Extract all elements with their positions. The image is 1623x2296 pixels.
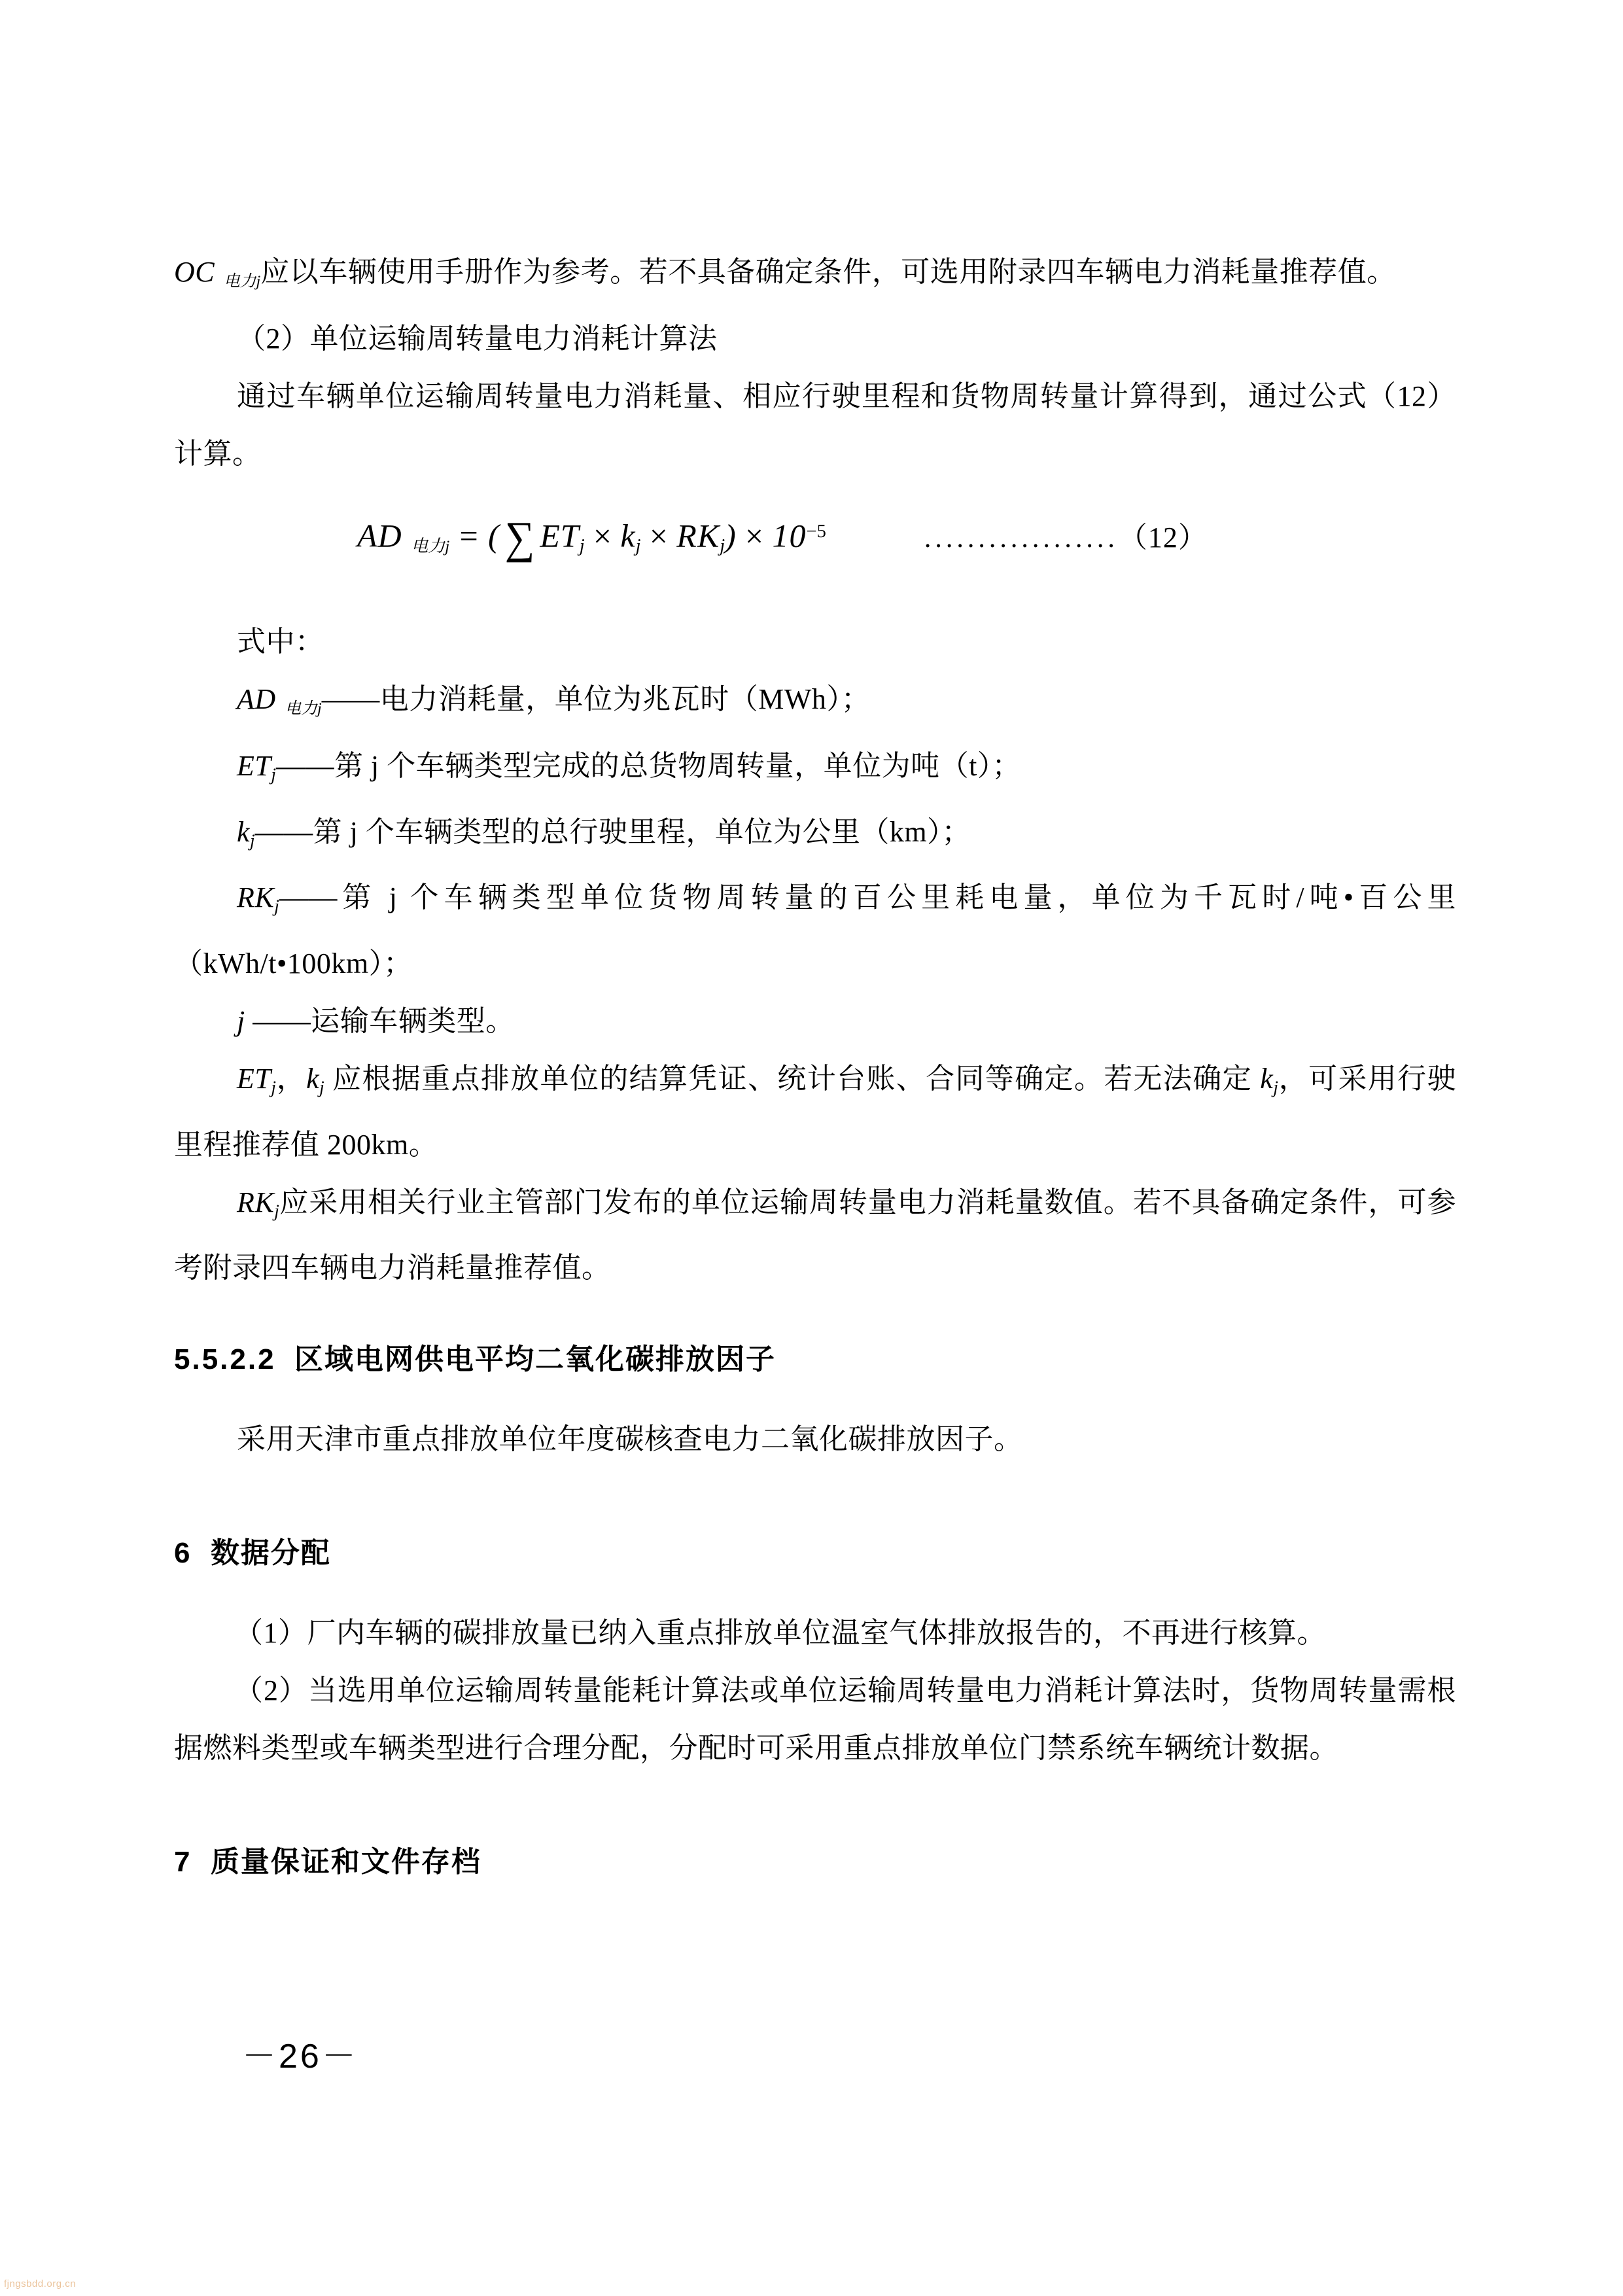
where-label: 式中：: [237, 625, 324, 658]
definition-symbol-k: k: [237, 815, 251, 848]
formula-open-paren: (: [488, 517, 500, 554]
note-rk: [174, 1174, 1456, 1298]
definition-et: [174, 737, 1456, 804]
paragraph-oc-note: [174, 243, 1456, 310]
paragraph-method2-title: （2）单位运输周转量电力消耗计算法: [237, 323, 718, 355]
section-5-5-2-2-body-1: 采用天津市重点排放单位年度碳核查电力二氧化碳排放因子。: [237, 1423, 1023, 1456]
definition-subscript-k: j: [250, 830, 255, 851]
definition-ad: [174, 671, 1456, 737]
note-et-k: [174, 1050, 1456, 1174]
formula-factor: 10: [772, 517, 807, 554]
section-6-body-1: （1）厂内车辆的碳排放量已纳入重点排放单位温室气体排放报告的，不再进行核算。: [234, 1617, 1326, 1650]
definition-text-rk: ——第 j 个车辆类型单位货物周转量的百公里耗电量，单位为千瓦时/吨•百公里（kWh/t•100km）；: [174, 881, 1456, 980]
note-symbol-k: k: [306, 1062, 320, 1095]
section-title-5-5-2-2: 区域电网供电平均二氧化碳排放因子: [294, 1343, 777, 1376]
section-number-6: 6: [174, 1537, 192, 1570]
formula-leader-dots: ..................: [924, 523, 1119, 554]
section-heading-7: [174, 1833, 1456, 1891]
section-heading-5-5-2-2: [174, 1331, 1456, 1388]
definition-text-j: ——运输车辆类型。: [245, 1004, 515, 1037]
section-title-6: 数据分配: [210, 1537, 331, 1570]
note-separator: ，: [275, 1062, 307, 1095]
definition-j: [174, 993, 1456, 1050]
section-number-5-5-2-2: 5.5.2.2: [174, 1343, 276, 1376]
paragraph-method2-text: 通过车辆单位运输周转量电力消耗量、相应行驶里程和货物周转量计算得到，通过公式（12）计算。: [174, 380, 1456, 470]
formula-12: [174, 483, 1456, 597]
formula-times-2: ×: [647, 517, 671, 554]
formula-number-group: [924, 511, 1208, 565]
note-text-rk: 应采用相关行业主管部门发布的单位运输周转量电力消耗量数值。若不具备确定条件，可参考附录四车辆电力消耗量推荐值。: [174, 1186, 1456, 1284]
note-subscript-rk: j: [274, 1201, 279, 1221]
section-title-7: 质量保证和文件存档: [210, 1846, 481, 1879]
formula-term2-subscript: j: [635, 536, 641, 557]
definition-subscript-ad: 电力j: [285, 699, 322, 718]
definition-symbol-ad: AD: [237, 682, 276, 715]
definition-subscript-et: j: [271, 764, 276, 785]
definition-symbol-et: ET: [237, 750, 271, 783]
definition-text-ad: ——电力消耗量，单位为兆瓦时（MWh）；: [321, 682, 871, 715]
note-symbol-k2: k: [1260, 1062, 1274, 1095]
formula-lhs: AD: [357, 517, 402, 554]
formula-times-3: ×: [742, 517, 766, 554]
formula-close-paren: ): [725, 517, 737, 554]
formula-sigma: ∑: [504, 512, 535, 563]
note-subscript-et: j: [271, 1077, 276, 1097]
section-heading-6: [174, 1525, 1456, 1582]
definition-text-k: ——第 j 个车辆类型的总行驶里程，单位为公里（km）；: [254, 815, 971, 848]
definition-rk: [174, 869, 1456, 993]
formula-term1-subscript: j: [579, 536, 585, 557]
definition-k: [174, 804, 1456, 870]
note-symbol-rk: RK: [237, 1186, 275, 1218]
watermark-text: fjngsbdd.org.cn: [4, 2278, 77, 2289]
variable-oc: OC: [174, 256, 215, 288]
paragraph-oc-note-text: 应以车辆使用手册作为参考。若不具备确定条件，可选用附录四车辆电力消耗量推荐值。: [260, 256, 1396, 288]
formula-number: （12）: [1118, 521, 1208, 554]
note-text-a: 应根据重点排放单位的结算凭证、统计台账、合同等确定。若无法确定: [324, 1062, 1261, 1095]
formula-term3-subscript: j: [720, 536, 725, 557]
formula-term1: ET: [540, 517, 580, 554]
note-subscript-k2: j: [1273, 1077, 1278, 1097]
formula-exponent: −5: [806, 521, 826, 542]
formula-times-1: ×: [591, 517, 614, 554]
formula-lhs-subscript: 电力j: [411, 537, 450, 556]
page-number: －26－: [242, 2038, 358, 2075]
definition-symbol-j: j: [237, 1004, 245, 1037]
definition-text-et: ——第 j 个车辆类型完成的总货物周转量，单位为吨（t）；: [275, 750, 1021, 783]
formula-term2: k: [620, 517, 636, 554]
section-6-body-2: （2）当选用单位运输周转量能耗计算法或单位运输周转量电力消耗计算法时，货物周转量需根据燃料类型或车辆类型进行合理分配，分配时可采用重点排放单位门禁系统车辆统计数据。: [174, 1674, 1456, 1765]
page-content: [174, 243, 1456, 1891]
definition-subscript-rk: j: [274, 896, 279, 916]
note-subscript-k: j: [319, 1077, 324, 1097]
formula-expression: [357, 505, 1208, 573]
definition-symbol-rk: RK: [237, 881, 275, 914]
variable-oc-subscript: 电力j: [224, 272, 261, 291]
note-symbol-et: ET: [237, 1062, 271, 1095]
formula-term3: RK: [676, 517, 720, 554]
note-text-b: ，可采用行驶里程推荐值 200km。: [174, 1062, 1457, 1161]
formula-equals: =: [457, 517, 481, 554]
section-number-7: 7: [174, 1846, 192, 1879]
